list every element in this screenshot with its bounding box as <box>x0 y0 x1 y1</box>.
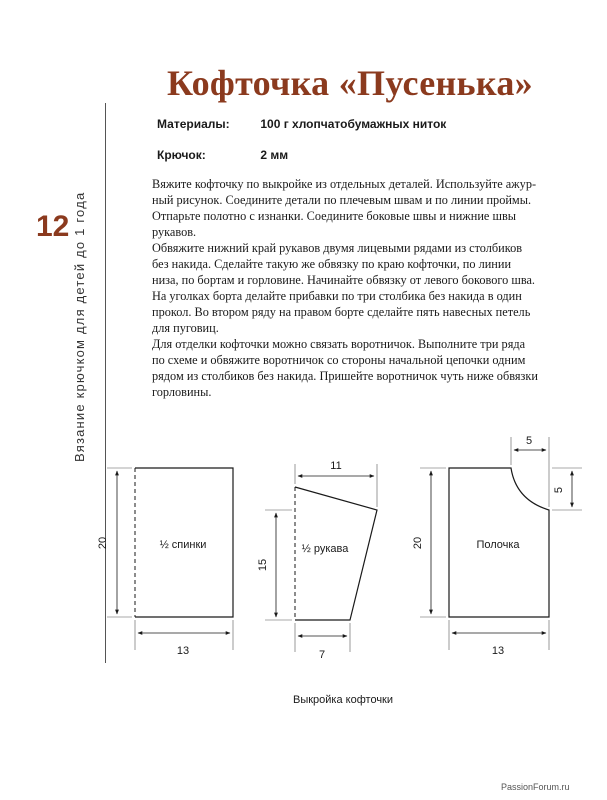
instructions-line: Вяжите кофточку по выкройке из отдельных деталей. Используйте ажур- <box>152 177 537 191</box>
sleeve-bottom-label: 7 <box>318 649 326 661</box>
front-pattern <box>412 435 582 657</box>
instructions-line: ный рисунок. Соедините детали по плечевым швам и по линии проймы. <box>152 193 532 207</box>
instructions-line: рукавов. <box>152 225 197 239</box>
instructions-line: без накида. Сделайте такую же обвязку по краю кофточки, по линии <box>152 257 512 271</box>
back-pattern <box>97 468 233 657</box>
materials-value: 100 г хлопчатобумажных ниток <box>260 117 447 131</box>
diagram-caption: Выкройка кофточки <box>293 694 394 706</box>
sleeve-piece-label: ½ рукава <box>301 543 349 555</box>
front-width-label: 13 <box>491 645 505 657</box>
instructions-line: Обвяжите нижний край рукавов двумя лицевыми рядами из столбиков <box>152 241 523 255</box>
back-height-label: 20 <box>97 536 109 550</box>
hook-label: Крючок: <box>157 148 206 162</box>
instructions-line: Для отделки кофточки можно связать воротничок. Выполните три ряда <box>152 337 526 351</box>
front-neck-depth-label: 5 <box>553 486 565 494</box>
materials-label: Материалы: <box>157 117 230 131</box>
page-number: 12 <box>36 210 70 243</box>
front-piece-label: Полочка <box>476 539 520 551</box>
instructions-line: по схеме и обвяжите воротничок со стороны начальной цепочки одним <box>152 353 526 367</box>
front-neck-width-label: 5 <box>525 435 533 447</box>
front-height-label: 20 <box>412 536 424 550</box>
watermark: PassionForum.ru <box>501 782 570 792</box>
sleeve-top-label: 11 <box>330 460 342 472</box>
sleeve-pattern <box>257 460 377 661</box>
instructions-line: низа, по бортам и горловине. Начинайте обвязку от левого бокового шва. <box>152 273 536 287</box>
back-piece-label: ½ спинки <box>159 539 207 551</box>
instructions-line: горловины. <box>152 385 212 399</box>
hook-value: 2 мм <box>260 148 289 162</box>
spine-book-title: Вязание крючком для детей до 1 года <box>72 191 87 462</box>
sleeve-height-label: 15 <box>257 558 269 572</box>
instructions-line: На уголках борта делайте прибавки по три столбика без накида в один <box>152 289 522 303</box>
instructions-line: прокол. Во втором ряду на правом борте сделайте пять навесных петель <box>152 305 531 319</box>
instructions-line: рядом из столбиков без накида. Пришейте воротничок чуть ниже обвязки <box>152 369 538 383</box>
page-title: Кофточка «Пусенька» <box>167 63 533 103</box>
instructions-line: Отпарьте полотно с изнанки. Соедините боковые швы и нижние швы <box>152 209 517 223</box>
instructions-line: для пуговиц. <box>152 321 219 335</box>
back-width-label: 13 <box>176 645 190 657</box>
